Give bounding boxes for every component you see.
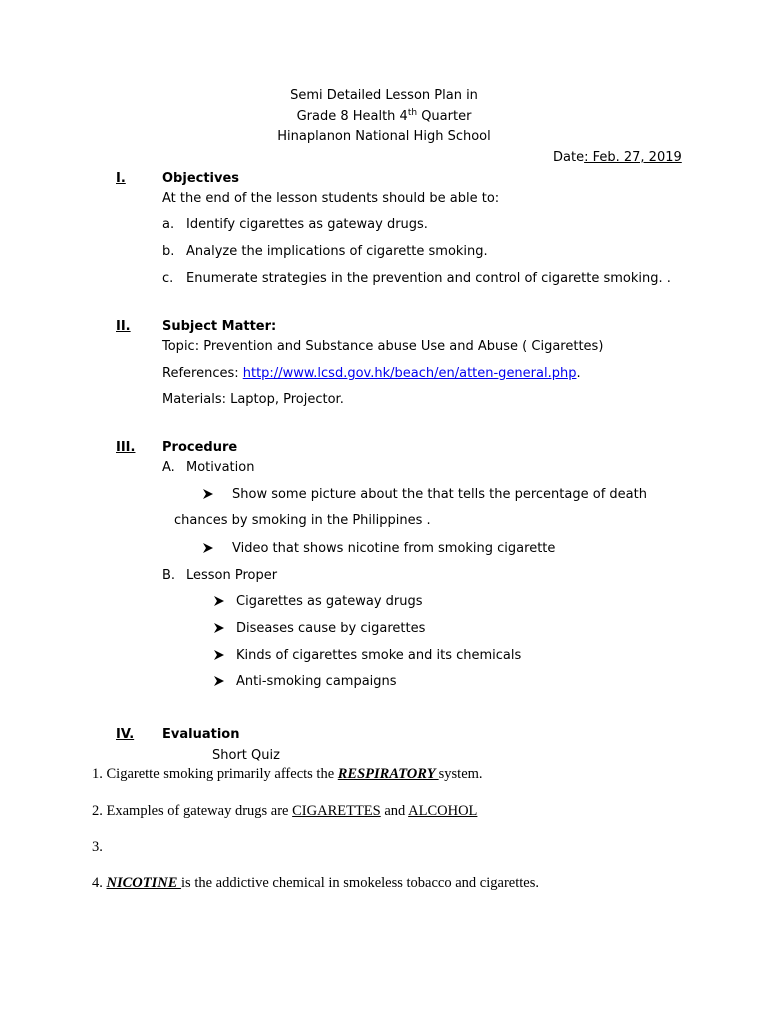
question-text: is the addictive chemical in smokeless tobacco and cigarettes. [181,875,539,891]
question-text: 4. [92,875,107,891]
question-text: 2. Examples of gateway drugs are [92,803,293,819]
lesson-proper-label: Lesson Proper [186,568,278,583]
arrow-bullet-icon [214,676,224,686]
list-item-marker: A. [162,460,175,475]
arrow-bullet-icon [203,489,213,499]
list-item-marker: B. [162,568,176,583]
arrow-bullet-icon [203,543,213,553]
motivation-item: Video that shows nicotine from smoking cigarette [232,541,556,556]
references-end: . [576,366,581,381]
procedure-heading: Procedure [162,440,238,455]
motivation-item-continued: chances by smoking in the Philippines . [174,513,431,528]
title-quarter: Quarter [417,109,472,124]
list-item-marker: b. [162,244,175,259]
arrow-bullet-icon [214,623,224,633]
quiz-question-2 [92,803,477,820]
quiz-question-1 [92,766,483,783]
title-line-2 [0,109,768,124]
objective-item: Identify cigarettes as gateway drugs. [186,217,428,232]
title-line-1: Semi Detailed Lesson Plan in [290,88,478,103]
topic-line: Topic: Prevention and Substance abuse Use and Abuse ( Cigarettes) [162,339,604,354]
answer-text: ALCOHOL [408,803,478,819]
references-line [162,366,581,381]
evaluation-heading: Evaluation [162,727,240,742]
materials-line: Materials: Laptop, Projector. [162,392,344,407]
list-item-marker: a. [162,217,175,232]
lesson-item: Anti-smoking campaigns [236,674,397,689]
list-item-marker: c. [162,271,174,286]
question-text: and [380,803,409,819]
answer-text: NICOTINE [106,875,182,891]
lesson-item: Cigarettes as gateway drugs [236,594,423,609]
lesson-item: Diseases cause by cigarettes [236,621,426,636]
title-grade: Grade 8 Health 4 [296,109,408,124]
section-numeral-1: I. [116,171,126,186]
answer-text: RESPIRATORY [337,766,439,782]
section-numeral-3: III. [116,440,136,455]
quiz-question-4 [92,875,539,892]
quiz-title: Short Quiz [212,748,280,763]
motivation-label: Motivation [186,460,255,475]
motivation-item: Show some picture about the that tells the percentage of death [232,487,647,502]
arrow-bullet-icon [214,650,224,660]
title-superscript: th [407,108,418,118]
lesson-item: Kinds of cigarettes smoke and its chemicals [236,648,522,663]
references-label: References: [162,366,243,381]
objective-item: Analyze the implications of cigarette smoking. [186,244,488,259]
question-text: system. [438,766,483,782]
section-numeral-2: II. [116,319,131,334]
question-text: 1. Cigarette smoking primarily affects the [92,766,338,782]
date-value: : Feb. 27, 2019 [584,150,682,165]
references-link[interactable]: http://www.lcsd.gov.hk/beach/en/atten-general.php [242,366,577,381]
objective-item: Enumerate strategies in the prevention and control of cigarette smoking. . [186,271,671,286]
section-numeral-4: IV. [116,727,135,742]
subject-matter-heading: Subject Matter: [162,319,277,334]
answer-text: CIGARETTES [292,803,381,819]
date-line [553,150,682,165]
objectives-heading: Objectives [162,171,240,186]
arrow-bullet-icon [214,596,224,606]
quiz-question-3: 3. [92,839,103,855]
date-label: Date [553,150,585,165]
objectives-intro: At the end of the lesson students should be able to: [162,191,500,206]
title-line-3: Hinaplanon National High School [277,129,491,144]
